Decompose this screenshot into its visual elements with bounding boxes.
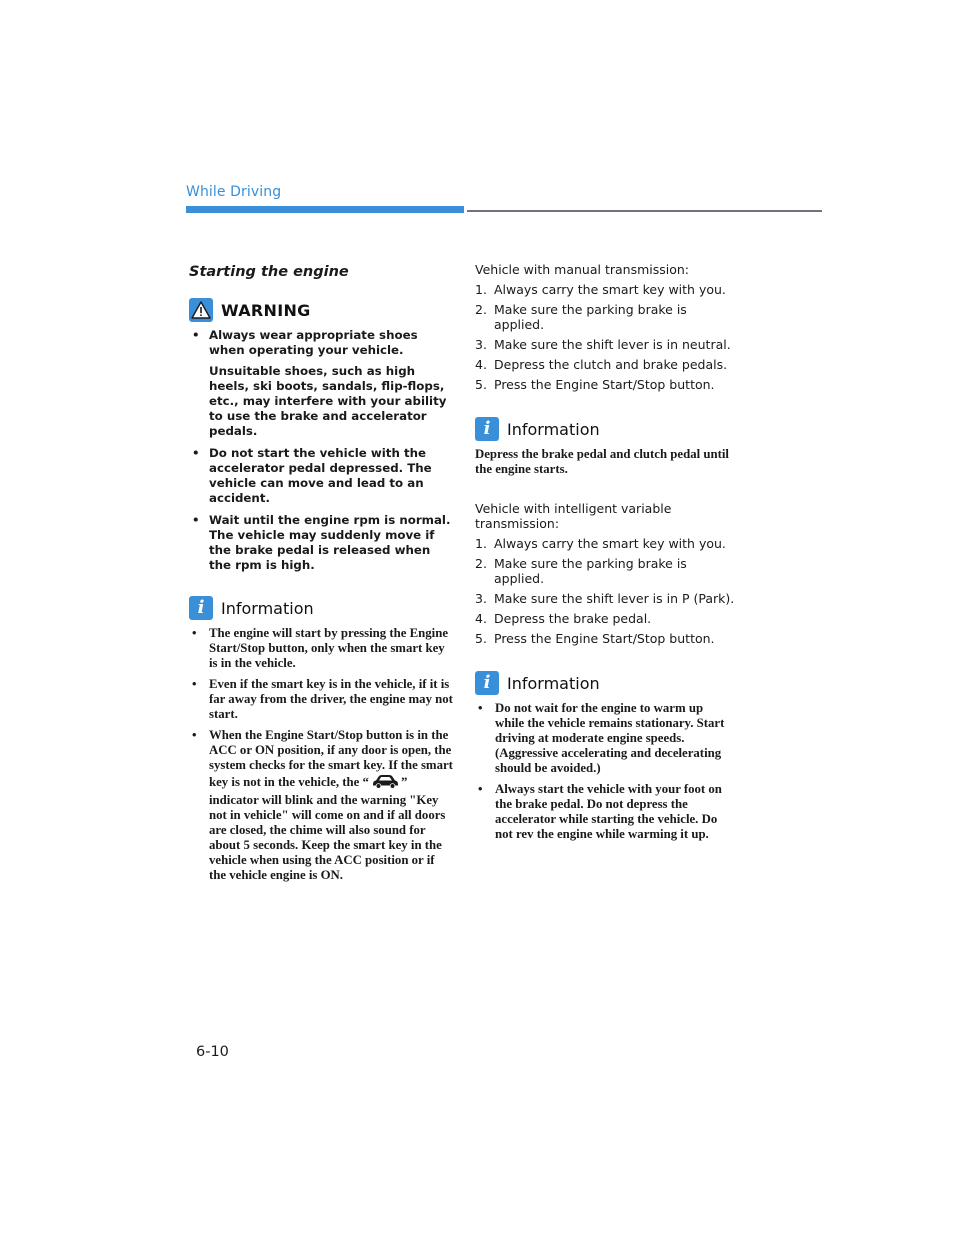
- warning-list: [189, 328, 454, 573]
- right-column: [475, 262, 735, 848]
- information-heading: [189, 596, 454, 620]
- header-accent-bar: [186, 206, 464, 213]
- information-item: • When the Engine Start/Stop button is in the ACC or ON position, if any door is open, the system checks for the smart key. If the smart key is not in the vehicle, the “ ” indicator will blink and the warning "Key not in vehicle" will come on and if all doors are closed, the chime will also sound for about 5 seconds. Keep the smart key in the vehicle when using the ACC position or if the vehicle engine is ON.: [189, 728, 454, 883]
- warning-item: [189, 446, 454, 506]
- list-item: 2. Make sure the parking brake is applied.: [475, 302, 687, 332]
- list-item: 3. Make sure the shift lever is in neutral.: [475, 337, 731, 352]
- list-item: 3. Make sure the shift lever is in P (Park).: [475, 591, 735, 606]
- warning-paragraph: • Do not start the vehicle with the accelerator pedal depressed. The vehicle can move and lead to an accident.: [209, 446, 432, 505]
- warning-paragraph: Unsuitable shoes, such as high heels, ski boots, sandals, flip-flops, etc., may interfere with your ability to use the brake and accelerator pedals.: [209, 364, 447, 438]
- list-item: 4. Depress the clutch and brake pedals.: [475, 357, 728, 372]
- information-item: • The engine will start by pressing the Engine Start/Stop button, only when the smart key is in the vehicle.: [189, 626, 454, 671]
- information-item: • Always start the vehicle with your foot on the brake pedal. Do not depress the accelerator while starting the vehicle. Do not rev the engine while warming it up.: [475, 782, 735, 842]
- warning-item: [189, 328, 454, 439]
- information-label: Information: [507, 419, 600, 439]
- page-number: 6-10: [196, 1044, 229, 1060]
- warning-paragraph: • Always wear appropriate shoes when operating your vehicle.: [209, 328, 418, 357]
- information-item: • Even if the smart key is in the vehicle, if it is far away from the driver, the engine may not start.: [189, 677, 454, 722]
- information-item: • Do not wait for the engine to warm up while the vehicle remains stationary. Start driving at moderate engine speeds. (Aggressive accelerating and decelerating should be avoided.): [475, 701, 735, 776]
- information-list: [475, 701, 735, 842]
- list-item: 5. Press the Engine Start/Stop button.: [475, 377, 715, 392]
- list-item: 5. Press the Engine Start/Stop button.: [475, 631, 715, 646]
- manual-intro: Vehicle with manual transmission:: [475, 262, 690, 277]
- section-header-title: While Driving: [186, 184, 282, 200]
- information-icon: i: [189, 596, 213, 620]
- information-heading: [475, 671, 735, 695]
- warning-paragraph: • Wait until the engine rpm is normal. The vehicle may suddenly move if the brake pedal is released when the rpm is high.: [209, 513, 451, 572]
- warning-item: [189, 513, 454, 573]
- list-item: 1. Always carry the smart key with you.: [475, 536, 726, 551]
- information-label: Information: [507, 673, 600, 693]
- warning-label: WARNING: [221, 300, 311, 320]
- list-item: 1. Always carry the smart key with you.: [475, 282, 726, 297]
- section-title: Starting the engine: [189, 264, 349, 280]
- information-heading: [475, 417, 735, 441]
- ivt-steps: [475, 536, 735, 646]
- list-item: 4. Depress the brake pedal.: [475, 611, 652, 626]
- manual-steps: [475, 282, 735, 392]
- information-text: Depress the brake pedal and clutch pedal until the engine starts.: [475, 447, 729, 476]
- header-rule: [467, 210, 822, 212]
- left-column: [189, 260, 454, 889]
- ivt-intro: Vehicle with intelligent variable transmission:: [475, 501, 672, 531]
- list-item: 2. Make sure the parking brake is applied.: [475, 556, 687, 586]
- warning-icon: [189, 298, 213, 322]
- information-label: Information: [221, 598, 314, 618]
- information-icon: i: [475, 671, 499, 695]
- car-key-indicator-icon: [370, 773, 400, 793]
- information-list: [189, 626, 454, 883]
- information-icon: i: [475, 417, 499, 441]
- warning-heading: [189, 298, 454, 322]
